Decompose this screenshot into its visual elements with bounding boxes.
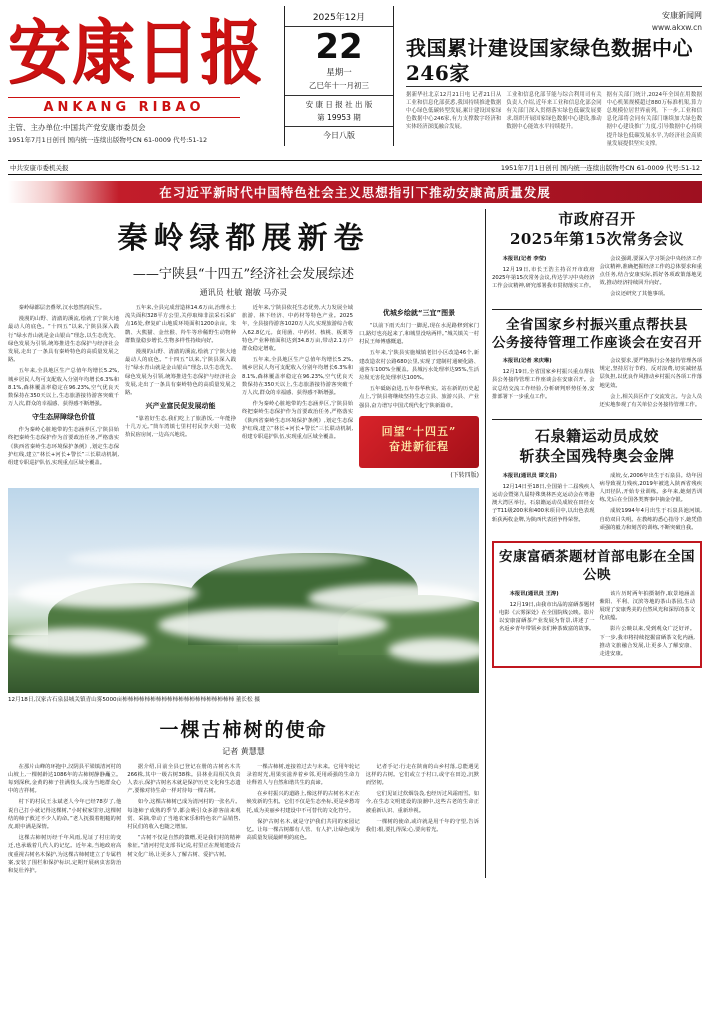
feature-col-1	[8, 763, 121, 879]
paragraph: 会上,相关县区作了交流发言。与会人员还实地参观了有关单位公务接待管理工作。	[599, 393, 702, 408]
paragraph: 如今,这棵古柿树已成为清河村的一张名片。每逢柿子成熟的季节,都会吸引众多游客前来观赏、采摘,带动了当地农家乐和特色农产品销售,村民们的收入也随之增加。	[127, 799, 241, 830]
masthead-date-block	[284, 6, 394, 146]
article3-col-1	[492, 472, 595, 535]
paragraph: “以前下雨天出门一脚泥,现在水泥路修到家门口,路灯也亮起来了,和城里没啥两样。”城关镇关一村村民王师傅感慨道。	[359, 322, 479, 346]
date-lunar: 乙巳年十一月初三	[309, 81, 369, 91]
masthead-logo-block	[8, 6, 278, 144]
right-column-zone	[486, 209, 702, 878]
main-article-subtitle: ——宁陕县“十四五”经济社会发展综述	[132, 267, 355, 282]
paragraph: 12月19日,市长王浩主持召开市政府2025年第15次常务会议,传达学习中央经济工作会议精神,研究部署我市贯彻落实工作。	[492, 266, 595, 290]
feature-col-2	[127, 763, 240, 879]
article4-body	[499, 590, 695, 662]
paragraph: 成姣,女,2006年出生于石泉县。幼年因病导致视力残疾,2019年被选入陕西省残疾人田径队,开始专业训练。多年来,她刻苦训练,先后在全国各类赛事中摘金夺银。	[599, 472, 702, 504]
lead-body	[406, 86, 702, 148]
article4-col-2	[600, 590, 696, 662]
website-url[interactable]: www.akxw.cn	[651, 23, 702, 32]
paragraph: 成姣1994年4月出生于石泉县池河镇,自幼双目失明。在教练的悉心指导下,她凭借顽强的毅力和刻苦的训练,不断突破自我。	[599, 508, 702, 531]
divider	[492, 419, 702, 420]
article1-col-1	[492, 255, 595, 302]
masthead-bar-license: 1951年7月1日创刊 国内统一连续出版物号CN 61-0009 代号:51-12	[500, 164, 700, 172]
main-article-title: 秦岭绿都展新卷	[117, 221, 370, 256]
theme-banner: 在习近平新时代中国特色社会主义思想指引下推动安康高质量发展	[8, 181, 702, 203]
newspaper-title-pinyin: ANKANG RIBAO	[8, 97, 240, 118]
lead-headline: 我国累计建设国家绿色数据中心246家	[406, 36, 693, 85]
section-heading: 优城乡绘就“三宜”图景	[382, 309, 456, 317]
article-rural-revitalization	[492, 316, 702, 413]
article2-col-2	[600, 357, 703, 412]
lead-body-col-1: 据新华社北京12月21日电 记者21日从工业和信息化部获悉,我国持续推进数据中心绿色低碳转型发展,累计建设国家绿色数据中心246家,有力支撑数字经济和实体经济深度融合发展。	[406, 92, 502, 131]
article3-col-2	[600, 472, 703, 535]
feature-col-4	[366, 763, 479, 879]
feature-title: 一棵古柿树的使命	[159, 718, 328, 741]
section-heading: 守生态屏障绿色价值	[32, 413, 95, 422]
date-day: 22	[315, 27, 363, 67]
lead-body-col-3: 据有关部门统计,2024年全国在用数据中心机架规模超过880万标准机架,算力总规模位居世界前列。下一步,工业和信息化部将会同有关部门继续加大绿色数据中心建设推广力度,引导数据中心持续提升绿色低碳发展水平,为经济社会高质量发展提供坚实支撑。	[606, 92, 702, 147]
divider	[492, 309, 702, 310]
article1-col-2	[600, 255, 703, 302]
paragraph: 秦岭绿都层峦叠翠,汉水悠然润民生。	[18, 305, 106, 311]
main-col-1	[8, 304, 119, 480]
article1-body	[492, 255, 702, 302]
paragraph: 五年来,全县地区生产总值年均增长5.2%,城乡居民人均可支配收入分别年均增长6.3%和8.1%,森林覆盖率稳定在96.23%,空气优良天数保持在350天以上,生态旅游接待游客突破千万人次,群众的幸福感、获得感不断增强。	[8, 368, 119, 408]
main-article-byline: 通讯员 杜敏 谢敏 马亦灵	[199, 288, 288, 297]
article4-col-1	[499, 590, 595, 662]
article-city-government	[492, 209, 702, 302]
paragraph: 五年来,全县完成营造林14.6万亩,治理水土流失面积328平方公里,关停取缔非法采石采矿点16处,修复矿山地质环境面积1200余亩。朱鹮、大熊猫、金丝猴、羚牛等珍稀野生动物种群数量稳步增长,生物多样性持续向好。	[125, 305, 236, 344]
article2-body	[492, 357, 702, 412]
paragraph: 在那片山峰的环抱中,汉阴县平梁镇清河村的山坡上,一棵树龄达1086年的古柿树静静矗立。每到深秋,金黄的柿子挂满枝头,成为当地群众心中的吉祥树。	[8, 763, 122, 795]
main-col-3	[242, 304, 353, 480]
article2-title-line2: 公务接待管理工作座谈会在安召开	[492, 334, 702, 351]
date-weekday: 星期一	[326, 68, 352, 79]
paragraph: 12月19日,由我市出品的富硒茶题材电影《云雾深处》在全国院线公映。影片以安康富硒茶产业发展为背景,讲述了一名返乡青年带领乡亲们种茶致富的故事。	[499, 601, 595, 633]
masthead-lead-story	[400, 6, 702, 148]
paragraph: 一棵古柿树,连接着过去与未来。它用年轮记录着时光,用果实滋养着乡邻,更用顽强的生命力诠释着人与自然和谐共生的真谛。	[246, 763, 360, 786]
paragraph: 据介绍,目前全县已登记在册的古树名木共266株,其中一级古树38株。县林业局相关负责人表示,保护古树名木就是保护历史文化和生态遗产,要像对待生命一样对待每一棵古树。	[127, 763, 241, 795]
paragraph: 五年来,全县地区生产总值年均增长5.2%,城乡居民人均可支配收入分别年均增长6.3%和8.1%,森林覆盖率稳定在96.23%,空气优良天数保持在350天以上,生态旅游接待游客突破千万人次,群众的幸福感、获得感不断增强。	[242, 357, 353, 397]
article2-col-1	[492, 357, 595, 412]
paragraph: 该片历时两年拍摄制作,取景地涵盖紫阳、平利、汉滨等地的茶山茶园,生动展现了安康秀美的自然风光和深厚的茶文化底蕴。	[599, 590, 695, 622]
paragraph: 五年砥砺奋进,五年春华秋实。站在新的历史起点上,宁陕县将继续坚持生态立县、旅游兴县、产业强县,奋力谱写中国式现代化宁陕新篇章。	[359, 386, 479, 409]
feature-col-3	[247, 763, 360, 879]
newspaper-title-cn: 安康日报	[8, 11, 265, 94]
article2-title-line1: 全省国家乡村振兴重点帮扶县	[506, 316, 688, 333]
article3-body	[492, 472, 702, 535]
issue-number: 第 19953 期	[317, 113, 361, 123]
paragraph: 会议还研究了其他事项。	[610, 291, 669, 298]
feature-columns	[8, 763, 479, 879]
paragraph: 一棵树的使命,或许就是用千年的守望,告诉我们:根,要扎得深;心,要向着光。	[365, 818, 479, 833]
paragraph: 作为秦岭心脏地带的生态涵养区,宁陕县始终把秦岭生态保护作为首要政治任务,严格落实《陕西省秦岭生态环境保护条例》,划定生态保护红线,建立“林长+河长+警长”三长联动机制,组建专职巡护队伍,实现重点区域全覆盖。	[242, 401, 353, 441]
page-count: 今日八版	[285, 126, 393, 141]
masthead	[8, 6, 702, 156]
article2-lead: 本报讯(记者 来庆琳)	[502, 357, 552, 364]
article4-title: 安康富硒茶题材首部电影在全国公映	[499, 549, 695, 584]
paragraph: 村下的村民王永斌老人今年已经78岁了,他说自己打小就记得这棵树,“小时候家里穷,这棵树结的柿子救过不少人的命。”老人抚摸着粗糙的树皮,眼中满是深情。	[8, 799, 122, 830]
article1-lead: 本报讯(记者 李莹)	[502, 255, 547, 262]
paragraph: 会议强调,要深入学习领会中央经济工作会议精神,准确把握经济工作的总体要求和重点任务,结合安康实际,抓好各项政策落地见效,推动经济持续回升向好。	[599, 255, 702, 287]
section-heading: 兴产业富民促发展动能	[145, 402, 216, 411]
paragraph: 记者手记:行走在陕南的山乡村落,总能遇见这样的古树。它们或立于村口,或守在田边,沉默而坚韧。	[365, 763, 479, 786]
left-column-zone	[8, 209, 486, 878]
paragraph: 它们见证过炊烟袅袅,也经历过风霜雨雪。如今,在生态文明建设的浪潮中,这些古老的生命正被重新认识、重新珍视。	[365, 791, 479, 814]
paragraph: 漫漫的山野、清澈的溪流,绘就了宁陕大地最动人的底色。“十四五”以来,宁陕县深入践行“绿水青山就是金山银山”理念,以生态优先、绿色发展为引领,统筹推进生态保护与经济社会发展,走出了一条具有秦岭特色的高质量发展之路。	[8, 316, 119, 364]
publisher-line: 安 康 日 报 社 出 版	[285, 95, 393, 112]
article3-title-line2: 斩获全国残特奥会金牌	[519, 447, 675, 466]
paragraph: 会议要求,要严格执行公务接待管理各项规定,坚持厉行节约、反对浪费,切实减轻基层负担,以优良作风推动乡村振兴各项工作落地见效。	[599, 357, 702, 389]
continuation-note: (下转四版)	[450, 471, 479, 479]
paragraph: 近年来,宁陕县依托生态优势,大力发展全域旅游、林下经济、中药材等特色产业。2025年，全县接待游客1020万人次,实现旅游综合收入62.8亿元。食用菌、中药材、核桃、板栗等特色产业种植面积达到34.8万亩,带动2.1万户群众稳定增收。	[242, 305, 353, 353]
party-paper-label: 中共安康市委机关报	[10, 164, 69, 172]
article4-lead: 本报讯(通讯员 王涛)	[509, 590, 559, 597]
article-athlete-gold	[492, 426, 702, 535]
campaign-stamp: 回望“十四五” 奋进新征程	[359, 416, 479, 468]
article-selenium-tea-film	[492, 541, 702, 668]
photo-block	[8, 488, 479, 704]
landscape-photo	[8, 488, 479, 693]
sponsor-line: 主管、主办单位:中国共产党安康市委员会	[8, 123, 146, 133]
paragraph: “靠着好生态,我们吃上了旅游饭,一年能挣十几万元。”筒车湾镇七里村村民李大姐一边收拾民宿房间,一边高兴地说。	[125, 416, 236, 439]
paragraph: 影片公映以来,受到观众广泛好评。下一步,我市将持续挖掘富硒茶文化内涵,推动文旅融合发展,让更多人了解安康、走进安康。	[599, 626, 695, 657]
news-agency-label: 安康新闻网	[662, 11, 702, 20]
masthead-bottom-bar	[8, 160, 702, 175]
paragraph: 作为秦岭心脏地带的生态涵养区,宁陕县始终把秦岭生态保护作为首要政治任务,严格落实《陕西省秦岭生态环境保护条例》,划定生态保护红线,建立“林长+河长+警长”三长联动机制,组建专职巡护队伍,实现重点区域全覆盖。	[8, 427, 119, 467]
main-article-columns	[8, 304, 479, 480]
paragraph: 漫漫的山野、清澈的溪流,绘就了宁陕大地最动人的底色。“十四五”以来,宁陕县深入践行“绿水青山就是金山银山”理念,以生态优先、绿色发展为引领,统筹推进生态保护与经济社会发展,走出了一条具有秦岭特色的高质量发展之路。	[125, 349, 236, 397]
photo-caption: 12月18日,汉家古石泉县城关镇青山雾5000亩柿柿柿柿柿柿柿柿柿柿柿柿柿柿柿柿柿柿柿柿 董长松 摄	[8, 697, 260, 704]
paragraph: 12月19日,全省国家乡村振兴重点帮扶县公务接待管理工作座谈会在安康召开。会议总结交流工作经验,分析研判形势任务,安排部署下一步重点工作。	[492, 369, 595, 400]
article1-title-line1: 市政府召开	[558, 210, 636, 228]
main-col-2	[125, 304, 236, 480]
article1-title-line2: 2025年第15次常务会议	[509, 230, 685, 249]
paragraph: 这棵古柿树历经千年风雨,见证了村庄的变迁,也承载着几代人的记忆。近年来,当地政府高度重视古树名木保护,为这棵古柿树建立了专属档案,安装了围栏和保护标识,定期开展病虫害防治和复壮养护。	[8, 835, 122, 874]
paragraph: 12月14日至18日,全国第十二届残疾人运动会暨第九届特殊奥林匹克运动会在粤港澳大湾区举行。石泉籍运动员成姣在田径女子T11级200米和400米项目中,以出色表现斩获两枚金牌,为陕西代表团争得荣誉。	[492, 483, 595, 523]
paragraph: 五年来,宁陕县实施城镇老旧小区改造46个,新建改造农村公路680公里,实现了建制村通硬化路、通客车100%全覆盖。县城污水处理率达95%,生活垃圾无害化处理率达100%。	[359, 350, 479, 382]
license-line: 1951年7月1日创刊 国内统一连续出版物号CN 61-0009 代号:51-12	[8, 136, 208, 145]
article3-title-line1: 石泉籍运动员成姣	[534, 427, 659, 446]
date-yearmonth: 2025年12月	[285, 10, 393, 27]
paragraph: “古树不仅是自然的馈赠,更是我们村的精神象征。”清河村党支部书记说,村里正在规划建设古树文化广场,让更多人了解古树、爱护古树。	[127, 835, 241, 858]
page-content	[8, 209, 702, 878]
article3-lead: 本报讯(通讯员 谭文昌)	[502, 472, 557, 479]
main-col-4	[359, 304, 479, 480]
paragraph: 在乡村振兴的道路上,像这样的古树名木正在焕发新的生机。它们不仅是生态坐标,更是乡愁寄托,成为美丽乡村建设中不可替代的文化符号。	[246, 791, 360, 814]
paragraph: 保护古树名木,就是守护我们共同的家园记忆。让每一棵古树都有人管、有人护,让绿色成为高质量发展最鲜明的底色。	[246, 818, 360, 842]
feature-byline: 记者 黄慧慧	[222, 746, 265, 756]
lead-body-col-2: 工业和信息化部节能与综合利用司有关负责人介绍,近年来工业和信息化部会同有关部门深入贯彻落实绿色低碳发展要求,组织开展国家绿色数据中心建设,推动数据中心能效水平持续提升。	[506, 92, 602, 131]
